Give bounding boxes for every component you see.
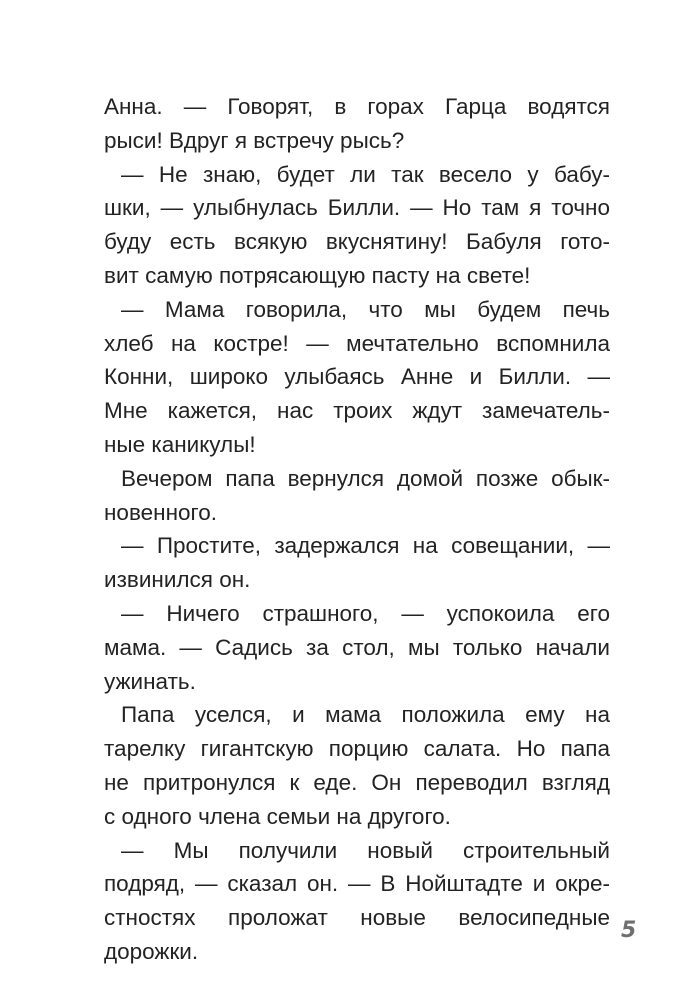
text-line: не притронулся к еде. Он переводил взгляд [104, 769, 610, 795]
paragraph [104, 293, 610, 462]
text-line: Анна. — Говорят, в горах Гарца водятся [104, 94, 610, 119]
paragraph [104, 834, 610, 969]
text-line: Вечером папа вернулся домой позже обык- [121, 465, 610, 491]
paragraph [104, 698, 610, 833]
paragraph [104, 90, 610, 158]
text-line: извинился он. [104, 567, 251, 593]
page-number: 5 [621, 918, 637, 943]
book-page-body [104, 90, 610, 969]
text-line: с одного члена семьи на другого. [104, 803, 451, 829]
text-line: — Не знаю, будет ли так весело у бабу- [121, 161, 610, 187]
text-line: шки, — улыбнулась Билли. — Но там я точно [104, 195, 610, 221]
paragraph [104, 597, 610, 698]
text-line: ужинать. [104, 668, 196, 694]
text-line: Мне кажется, нас троих ждут замечатель- [104, 398, 610, 424]
text-line: — Мы получили новый строительный [121, 837, 610, 863]
text-line: вит самую потрясающую пасту на свете! [104, 262, 531, 288]
text-line: рыси! Вдруг я встречу рысь? [104, 127, 405, 153]
text-line: дорожки. [104, 938, 199, 964]
text-line: мама. — Садись за стол, мы только начали [104, 634, 610, 660]
text-line: — Ничего страшного, — успокоила его [121, 600, 610, 626]
text-line: тарелку гигантскую порцию салата. Но папа [104, 736, 610, 762]
text-line: подряд, — сказал он. — В Нойштадте и окре- [104, 871, 610, 897]
paragraph [104, 462, 610, 530]
text-line: буду есть всякую вкуснятину! Бабуля гото- [104, 229, 610, 255]
text-line: — Мама говорила, что мы будем печь [121, 296, 610, 322]
text-line: — Простите, задержался на совещании, — [121, 533, 610, 559]
text-line: Папа уселся, и мама положила ему на [121, 702, 610, 728]
paragraph [104, 529, 610, 597]
text-line: хлеб на костре! — мечтательно вспомнила [104, 330, 610, 356]
paragraph [104, 158, 610, 293]
text-line: новенного. [104, 499, 217, 525]
text-line: ные каникулы! [104, 431, 256, 457]
text-line: Конни, широко улыбаясь Анне и Билли. — [104, 364, 610, 390]
text-line: стностях проложат новые велосипедные [104, 905, 610, 931]
